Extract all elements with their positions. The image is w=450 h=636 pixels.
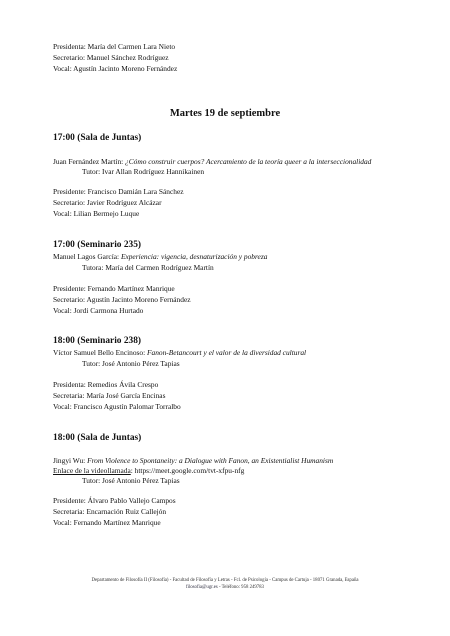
footer-phone: - Teléfono: 958 249783 <box>217 585 264 590</box>
session-3-president: Presidenta: Remedios Ávila Crespo <box>53 380 159 389</box>
session-1-author: Juan Fernández Martín: <box>53 157 126 166</box>
session-3-tutor: Tutor: José Antonio Pérez Tapias <box>82 359 180 368</box>
session-2-thesis <box>53 252 267 261</box>
session-3-heading: 18:00 (Seminario 238) <box>53 336 142 346</box>
session-4-vocal: Vocal: Fernando Martínez Manrique <box>53 518 161 527</box>
session-3-thesis <box>53 348 306 357</box>
session-3-vocal: Vocal: Francisco Agustín Palomar Torralbo <box>53 402 181 411</box>
footer-contact <box>0 585 450 591</box>
session-4-heading: 18:00 (Sala de Juntas) <box>53 433 142 443</box>
session-2-title: Experiencia: vigencia, desnaturización y pobreza <box>120 252 268 261</box>
session-2-secretary: Secretario: Agustín Jacinto Moreno Fernández <box>53 295 191 304</box>
top-secretary: Secretario: Manuel Sánchez Rodríguez <box>53 53 169 62</box>
session-1-tutor: Tutor: Ivar Allan Rodríguez Hannikainen <box>82 167 205 176</box>
session-1-vocal: Vocal: Lilian Bermejo Luque <box>53 209 140 218</box>
footer-address: Departamento de Filosofía II (Filosofía) - Facultad de Filosofía y Letras - Fcl. de Psicología - Campus de Cartuja - 18071 Granada, España <box>91 578 359 583</box>
session-1-title: ¿Cómo construir cuerpos? Acercamiento de la teoría queer a la interseccionalidad <box>125 157 372 166</box>
session-4-president: Presidente: Álvaro Pablo Vallejo Campos <box>53 496 176 505</box>
session-4-link-line <box>53 466 244 475</box>
session-3-author: Víctor Samuel Bello Encinoso: <box>53 348 148 357</box>
session-1-heading: 17:00 (Sala de Juntas) <box>53 133 142 143</box>
session-2-tutor: Tutora: María del Carmen Rodríguez Martín <box>82 263 214 272</box>
date-title: Martes 19 de septiembre <box>169 108 281 119</box>
session-2-vocal: Vocal: Jordi Carmona Hurtado <box>53 306 144 315</box>
session-3-title: Fanon-Betancourt y el valor de la diversidad cultural <box>147 348 307 357</box>
session-4-thesis <box>53 456 333 465</box>
session-4-tutor: Tutor: José Antonio Pérez Tapias <box>82 476 180 485</box>
session-1-secretary: Secretario: Javier Rodríguez Alcázar <box>53 198 162 207</box>
session-1-thesis <box>53 157 371 166</box>
session-2-author: Manuel Lagos García: <box>53 252 121 261</box>
session-2-heading: 17:00 (Seminario 235) <box>53 240 142 250</box>
footer-email-link[interactable]: filosofia@ugr.es <box>186 585 218 590</box>
top-president: Presidenta: María del Carmen Lara Nieto <box>53 42 176 51</box>
top-vocal: Vocal: Agustín Jacinto Moreno Fernández <box>53 64 178 73</box>
session-2-president: Presidente: Fernando Martínez Manrique <box>53 284 175 293</box>
session-4-secretary: Secretaria: Encarnación Ruiz Callejón <box>53 507 167 516</box>
session-3-secretary: Secretaria: María José García Encinas <box>53 391 166 400</box>
session-4-author: Jingyi Wu: <box>53 456 88 465</box>
session-1-president: Presidente: Francisco Damián Lara Sánchez <box>53 187 184 196</box>
session-4-link-label[interactable]: Enlace de la videollamada <box>53 466 131 475</box>
session-4-title: From Violence to Spontaneity: a Dialogue with Fanon, an Existentialist Humanism <box>87 456 334 465</box>
session-4-link-url[interactable]: : https://meet.google.com/tvt-xfpu-nfg <box>130 466 245 475</box>
